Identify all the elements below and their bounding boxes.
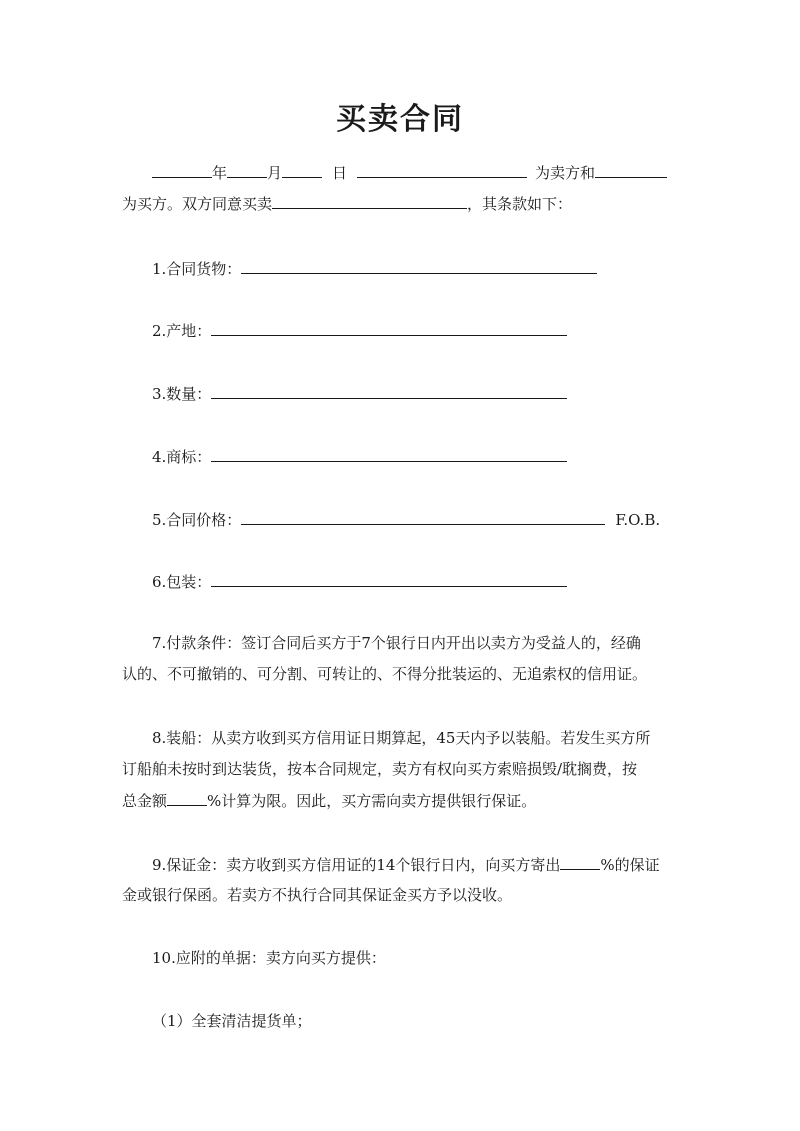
clause9-line-2: 金或银行保函。若卖方不执行合同其保证金买方予以没收。 [122,886,513,904]
item-price-label: 5.合同价格： [152,511,242,529]
blank-origin[interactable] [211,318,567,336]
item-goods-label: 1.合同货物： [152,260,242,278]
label-terms: ，其条款如下： [467,195,573,213]
item-brand [152,444,567,469]
blank-year[interactable] [152,160,212,178]
item-packing [152,569,567,594]
item-origin [152,318,567,343]
document-title: 买卖合同 [336,102,464,137]
label-year: 年 [212,164,228,182]
blank-goods-traded[interactable] [272,191,467,209]
clause8-line-1: 8.装船：从卖方收到买方信用证日期算起，45天内予以装船。若发生买方所 [152,729,651,747]
clause7-line-1: 7.付款条件：签订合同后买方于7个银行日内开出以卖方为受益人的，经确 [152,634,641,652]
clause9-line-1 [152,852,660,877]
blank-seller[interactable] [357,160,527,178]
clause9-text-b: %的保证 [600,856,660,874]
item-brand-label: 4.商标： [152,448,212,466]
label-day: 日 [332,164,348,182]
clause7-line-2: 认的、不可撤销的、可分割、可转让的、不得分批装运的、无追索权的信用证。 [122,665,648,683]
blank-quantity[interactable] [211,381,567,399]
blank-buyer[interactable] [595,160,667,178]
clause10-sub1: （1）全套清洁提货单； [152,1012,312,1030]
blank-brand[interactable] [211,444,567,462]
clause10-heading: 10.应附的单据：卖方向买方提供： [152,949,386,967]
blank-percent-delay[interactable] [167,788,207,806]
item-quantity-label: 3.数量： [152,385,212,403]
clause8-total-label: 总金额 [122,792,168,810]
clause8-line-2: 订船舶未按时到达装货，按本合同规定，卖方有权向买方索赔损毁/耽搁费，按 [122,760,638,778]
item-origin-label: 2.产地： [152,322,212,340]
clause8-line-3 [122,788,536,813]
item-goods [152,256,597,281]
clause9-text-a: 9.保证金：卖方收到买方信用证的14个银行日内，向买方寄出 [152,856,561,874]
item-price [152,507,660,532]
label-seller: 为卖方和 [535,164,596,182]
item-packing-label: 6.包装： [152,573,212,591]
blank-packing[interactable] [211,569,567,587]
item-quantity [152,381,567,406]
blank-day[interactable] [282,160,322,178]
blank-percent-deposit[interactable] [560,852,600,870]
label-buyer: 为买方。双方同意买卖 [122,195,273,213]
intro-line-1 [152,160,667,185]
label-month: 月 [267,164,283,182]
blank-month[interactable] [227,160,267,178]
price-term: F.O.B. [615,511,661,529]
intro-line-2 [122,191,572,216]
clause8-rest: %计算为限。因此，买方需向卖方提供银行保证。 [207,792,537,810]
blank-goods[interactable] [241,256,597,274]
blank-price[interactable] [241,507,605,525]
